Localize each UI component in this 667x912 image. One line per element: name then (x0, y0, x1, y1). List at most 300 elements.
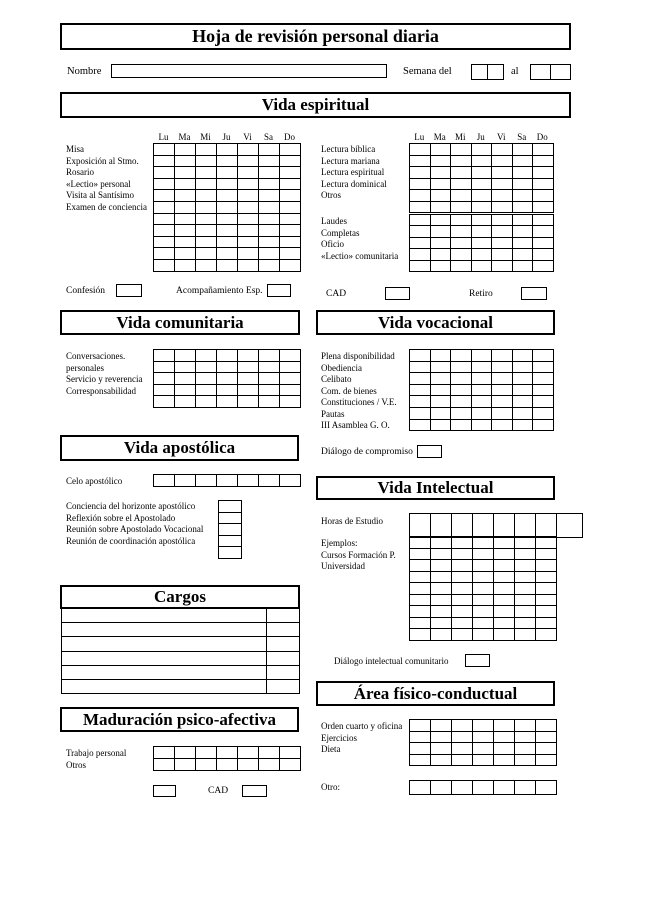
grid-cell[interactable] (431, 537, 452, 549)
grid-cell[interactable] (154, 144, 175, 156)
grid-cell[interactable] (410, 629, 431, 641)
grid-cell[interactable] (492, 396, 513, 408)
grid-cell[interactable] (175, 213, 196, 225)
grid-cell[interactable] (533, 396, 554, 408)
grid-cell[interactable] (494, 606, 515, 618)
grid-cell[interactable] (196, 259, 217, 271)
grid-cell[interactable] (280, 190, 301, 202)
grid-cell[interactable] (175, 259, 196, 271)
grid-cell[interactable] (154, 213, 175, 225)
grid-cell[interactable] (196, 225, 217, 237)
grid-cell[interactable] (451, 260, 472, 271)
grid-cell[interactable] (196, 178, 217, 190)
vocacional-grid[interactable] (409, 349, 554, 431)
grid-cell[interactable] (410, 396, 431, 408)
grid-cell[interactable] (196, 350, 217, 362)
grid-cell[interactable] (280, 747, 301, 759)
grid-cell[interactable] (452, 548, 473, 560)
grid-cell[interactable] (217, 201, 238, 213)
grid-cell[interactable] (533, 384, 554, 396)
otro-grid[interactable] (409, 780, 557, 795)
grid-cell[interactable] (451, 237, 472, 248)
grid-cell[interactable] (452, 754, 473, 766)
grid-cell[interactable] (410, 260, 431, 271)
grid-cell[interactable] (280, 178, 301, 190)
grid-cell[interactable] (217, 144, 238, 156)
grid-cell[interactable] (430, 144, 451, 156)
grid-cell[interactable] (533, 419, 554, 431)
grid-cell[interactable] (196, 155, 217, 167)
grid-cell[interactable] (410, 720, 431, 732)
grid-cell[interactable] (492, 226, 513, 237)
grid-cell[interactable] (533, 144, 554, 156)
grid-cell[interactable] (533, 178, 554, 190)
grid-cell[interactable] (431, 560, 452, 572)
grid-cell[interactable] (473, 606, 494, 618)
grid-cell[interactable] (280, 201, 301, 213)
grid-cell[interactable] (451, 419, 472, 431)
grid-cell[interactable] (471, 407, 492, 419)
grid-cell[interactable] (451, 178, 472, 190)
grid-cell[interactable] (259, 167, 280, 179)
grid-cell[interactable] (154, 225, 175, 237)
psico-cad-box[interactable] (242, 785, 267, 797)
grid-cell[interactable] (452, 629, 473, 641)
grid-cell[interactable] (494, 731, 515, 743)
grid-cell[interactable] (451, 226, 472, 237)
grid-cell[interactable] (196, 361, 217, 373)
grid-cell[interactable] (492, 190, 513, 202)
grid-cell[interactable] (219, 524, 242, 536)
grid-cell[interactable] (431, 583, 452, 595)
grid-cell[interactable] (238, 361, 259, 373)
grid-cell[interactable] (430, 373, 451, 385)
grid-cell[interactable] (410, 226, 431, 237)
grid-cell[interactable] (451, 396, 472, 408)
grid-cell[interactable] (512, 201, 533, 213)
grid-cell[interactable] (410, 167, 431, 179)
grid-cell[interactable] (217, 248, 238, 260)
grid-cell[interactable] (217, 396, 238, 408)
grid-cell[interactable] (430, 226, 451, 237)
grid-cell[interactable] (515, 720, 536, 732)
grid-cell[interactable] (175, 201, 196, 213)
grid-cell[interactable] (471, 155, 492, 167)
grid-cell[interactable] (410, 731, 431, 743)
grid-cell[interactable] (431, 731, 452, 743)
dialogo-compromiso-box[interactable] (417, 445, 442, 458)
grid-cell[interactable] (259, 350, 280, 362)
grid-cell[interactable] (238, 167, 259, 179)
grid-cell[interactable] (238, 155, 259, 167)
grid-cell[interactable] (410, 249, 431, 260)
grid-cell[interactable] (452, 571, 473, 583)
grid-cell[interactable] (492, 361, 513, 373)
grid-cell[interactable] (471, 350, 492, 362)
grid-cell[interactable] (280, 213, 301, 225)
grid-cell[interactable] (259, 759, 280, 771)
grid-cell[interactable] (217, 361, 238, 373)
grid-cell[interactable] (533, 215, 554, 226)
grid-cell[interactable] (280, 144, 301, 156)
grid-cell[interactable] (430, 201, 451, 213)
grid-cell[interactable] (533, 249, 554, 260)
grid-cell[interactable] (175, 475, 196, 487)
week-start-field[interactable] (471, 64, 504, 80)
grid-cell[interactable] (410, 571, 431, 583)
grid-cell[interactable] (452, 743, 473, 755)
grid-cell[interactable] (259, 747, 280, 759)
grid-cell[interactable] (512, 249, 533, 260)
grid-cell[interactable] (471, 361, 492, 373)
grid-cell[interactable] (410, 743, 431, 755)
grid-cell[interactable] (452, 606, 473, 618)
intelectual-grid[interactable] (409, 536, 557, 641)
grid-cell[interactable] (430, 260, 451, 271)
grid-cell[interactable] (430, 407, 451, 419)
grid-cell[interactable] (452, 617, 473, 629)
grid-cell[interactable] (154, 236, 175, 248)
grid-cell[interactable] (533, 155, 554, 167)
grid-cell[interactable] (473, 583, 494, 595)
grid-cell[interactable] (471, 237, 492, 248)
grid-cell[interactable] (492, 373, 513, 385)
grid-cell[interactable] (452, 594, 473, 606)
grid-cell[interactable] (512, 373, 533, 385)
grid-cell[interactable] (154, 155, 175, 167)
grid-cell[interactable] (473, 548, 494, 560)
grid-cell[interactable] (238, 396, 259, 408)
grid-cell[interactable] (533, 361, 554, 373)
grid-cell[interactable] (451, 373, 472, 385)
grid-cell[interactable] (430, 155, 451, 167)
grid-cell[interactable] (238, 248, 259, 260)
dialogo-intelectual-box[interactable] (465, 654, 490, 667)
grid-cell[interactable] (175, 236, 196, 248)
grid-cell[interactable] (473, 781, 494, 795)
grid-cell[interactable] (259, 178, 280, 190)
grid-cell[interactable] (410, 419, 431, 431)
grid-cell[interactable] (492, 237, 513, 248)
grid-cell[interactable] (533, 260, 554, 271)
grid-cell[interactable] (196, 144, 217, 156)
grid-cell[interactable] (473, 629, 494, 641)
grid-cell[interactable] (515, 560, 536, 572)
grid-cell[interactable] (175, 225, 196, 237)
grid-cell[interactable] (512, 396, 533, 408)
grid-cell[interactable] (175, 759, 196, 771)
grid-cell[interactable] (473, 720, 494, 732)
grid-cell[interactable] (452, 560, 473, 572)
grid-cell[interactable] (494, 617, 515, 629)
grid-cell[interactable] (280, 759, 301, 771)
grid-cell[interactable] (196, 747, 217, 759)
grid-cell[interactable] (154, 259, 175, 271)
grid-cell[interactable] (410, 606, 431, 618)
grid-cell[interactable] (217, 747, 238, 759)
grid-cell[interactable] (259, 475, 280, 487)
grid-cell[interactable] (452, 583, 473, 595)
grid-cell[interactable] (238, 759, 259, 771)
grid-cell[interactable] (280, 350, 301, 362)
grid-cell[interactable] (154, 747, 175, 759)
grid-cell[interactable] (410, 237, 431, 248)
grid-cell[interactable] (536, 629, 557, 641)
grid-cell[interactable] (410, 537, 431, 549)
grid-cell[interactable] (154, 373, 175, 385)
grid-cell[interactable] (451, 384, 472, 396)
grid-cell[interactable] (431, 720, 452, 732)
grid-cell[interactable] (280, 225, 301, 237)
celo-grid[interactable] (153, 474, 301, 487)
grid-cell[interactable] (238, 178, 259, 190)
grid-cell[interactable] (280, 384, 301, 396)
grid-cell[interactable] (451, 190, 472, 202)
grid-cell[interactable] (471, 396, 492, 408)
grid-cell[interactable] (471, 384, 492, 396)
apostolica-grid[interactable] (218, 500, 242, 559)
grid-cell[interactable] (492, 215, 513, 226)
grid-cell[interactable] (431, 594, 452, 606)
grid-cell[interactable] (492, 407, 513, 419)
grid-cell[interactable] (196, 213, 217, 225)
grid-cell[interactable] (512, 167, 533, 179)
grid-cell[interactable] (430, 249, 451, 260)
grid-cell[interactable] (494, 560, 515, 572)
grid-cell[interactable] (451, 167, 472, 179)
grid-cell[interactable] (154, 167, 175, 179)
grid-cell[interactable] (494, 583, 515, 595)
grid-cell[interactable] (471, 373, 492, 385)
grid-cell[interactable] (154, 190, 175, 202)
grid-cell[interactable] (154, 201, 175, 213)
grid-cell[interactable] (431, 571, 452, 583)
grid-cell[interactable] (473, 594, 494, 606)
grid-cell[interactable] (473, 537, 494, 549)
grid-cell[interactable] (431, 548, 452, 560)
grid-cell[interactable] (512, 350, 533, 362)
grid-cell[interactable] (471, 419, 492, 431)
grid-cell[interactable] (536, 754, 557, 766)
grid-cell[interactable] (452, 537, 473, 549)
grid-cell[interactable] (175, 248, 196, 260)
grid-cell[interactable] (259, 225, 280, 237)
grid-cell[interactable] (492, 249, 513, 260)
grid-cell[interactable] (451, 215, 472, 226)
grid-cell[interactable] (494, 754, 515, 766)
espiritual-right-grid-b[interactable] (409, 214, 554, 272)
grid-cell[interactable] (217, 178, 238, 190)
grid-cell[interactable] (536, 583, 557, 595)
grid-cell[interactable] (280, 361, 301, 373)
grid-cell[interactable] (512, 361, 533, 373)
grid-cell[interactable] (238, 350, 259, 362)
grid-cell[interactable] (515, 548, 536, 560)
psico-box-1[interactable] (153, 785, 176, 797)
grid-cell[interactable] (512, 155, 533, 167)
grid-cell[interactable] (280, 167, 301, 179)
grid-cell[interactable] (512, 215, 533, 226)
grid-cell[interactable] (515, 606, 536, 618)
grid-cell[interactable] (452, 781, 473, 795)
retiro-box[interactable] (521, 287, 547, 300)
grid-cell[interactable] (515, 629, 536, 641)
horas-estudio-grid[interactable] (409, 513, 583, 538)
grid-cell[interactable] (473, 560, 494, 572)
grid-cell[interactable] (238, 144, 259, 156)
comunitaria-grid[interactable] (153, 349, 301, 408)
grid-cell[interactable] (238, 747, 259, 759)
grid-cell[interactable] (238, 236, 259, 248)
grid-cell[interactable] (515, 594, 536, 606)
grid-cell[interactable] (512, 260, 533, 271)
grid-cell[interactable] (473, 617, 494, 629)
grid-cell[interactable] (410, 407, 431, 419)
grid-cell[interactable] (259, 373, 280, 385)
grid-cell[interactable] (471, 249, 492, 260)
grid-cell[interactable] (196, 384, 217, 396)
grid-cell[interactable] (175, 144, 196, 156)
grid-cell[interactable] (154, 759, 175, 771)
grid-cell[interactable] (259, 259, 280, 271)
grid-cell[interactable] (452, 720, 473, 732)
grid-cell[interactable] (175, 373, 196, 385)
grid-cell[interactable] (410, 361, 431, 373)
grid-cell[interactable] (280, 396, 301, 408)
grid-cell[interactable] (533, 350, 554, 362)
grid-cell[interactable] (430, 167, 451, 179)
grid-cell[interactable] (259, 248, 280, 260)
grid-cell[interactable] (410, 373, 431, 385)
grid-cell[interactable] (492, 350, 513, 362)
grid-cell[interactable] (536, 571, 557, 583)
grid-cell[interactable] (175, 396, 196, 408)
grid-cell[interactable] (494, 629, 515, 641)
grid-cell[interactable] (430, 215, 451, 226)
grid-cell[interactable] (410, 190, 431, 202)
grid-cell[interactable] (430, 190, 451, 202)
grid-cell[interactable] (515, 583, 536, 595)
grid-cell[interactable] (175, 361, 196, 373)
grid-cell[interactable] (154, 396, 175, 408)
grid-cell[interactable] (430, 350, 451, 362)
grid-cell[interactable] (196, 759, 217, 771)
fisico-grid[interactable] (409, 719, 557, 766)
grid-cell[interactable] (451, 201, 472, 213)
grid-cell[interactable] (533, 167, 554, 179)
grid-cell[interactable] (533, 190, 554, 202)
grid-cell[interactable] (430, 396, 451, 408)
grid-cell[interactable] (430, 384, 451, 396)
grid-cell[interactable] (536, 537, 557, 549)
grid-cell[interactable] (471, 201, 492, 213)
grid-cell[interactable] (410, 548, 431, 560)
grid-cell[interactable] (238, 475, 259, 487)
grid-cell[interactable] (512, 226, 533, 237)
grid-cell[interactable] (410, 201, 431, 213)
grid-cell[interactable] (217, 167, 238, 179)
grid-cell[interactable] (175, 384, 196, 396)
grid-cell[interactable] (515, 571, 536, 583)
grid-cell[interactable] (536, 617, 557, 629)
grid-cell[interactable] (471, 178, 492, 190)
grid-cell[interactable] (280, 248, 301, 260)
grid-cell[interactable] (515, 781, 536, 795)
grid-cell[interactable] (492, 144, 513, 156)
grid-cell[interactable] (515, 754, 536, 766)
grid-cell[interactable] (430, 237, 451, 248)
grid-cell[interactable] (536, 548, 557, 560)
grid-cell[interactable] (494, 720, 515, 732)
grid-cell[interactable] (219, 547, 242, 559)
grid-cell[interactable] (473, 743, 494, 755)
grid-cell[interactable] (430, 361, 451, 373)
grid-cell[interactable] (154, 475, 175, 487)
grid-cell[interactable] (431, 629, 452, 641)
grid-cell[interactable] (471, 226, 492, 237)
grid-cell[interactable] (494, 781, 515, 795)
grid-cell[interactable] (259, 213, 280, 225)
grid-cell[interactable] (259, 236, 280, 248)
grid-cell[interactable] (217, 190, 238, 202)
grid-cell[interactable] (492, 178, 513, 190)
grid-cell[interactable] (259, 361, 280, 373)
grid-cell[interactable] (217, 384, 238, 396)
grid-cell[interactable] (515, 743, 536, 755)
grid-cell[interactable] (217, 213, 238, 225)
grid-cell[interactable] (175, 190, 196, 202)
grid-cell[interactable] (217, 759, 238, 771)
grid-cell[interactable] (259, 201, 280, 213)
grid-cell[interactable] (494, 571, 515, 583)
grid-cell[interactable] (175, 350, 196, 362)
grid-cell[interactable] (280, 155, 301, 167)
grid-cell[interactable] (238, 373, 259, 385)
grid-cell[interactable] (492, 384, 513, 396)
grid-cell[interactable] (175, 167, 196, 179)
grid-cell[interactable] (536, 781, 557, 795)
grid-cell[interactable] (410, 560, 431, 572)
grid-cell[interactable] (473, 731, 494, 743)
grid-cell[interactable] (536, 731, 557, 743)
grid-cell[interactable] (259, 144, 280, 156)
grid-cell[interactable] (494, 743, 515, 755)
grid-cell[interactable] (451, 350, 472, 362)
cad-box[interactable] (385, 287, 410, 300)
grid-cell[interactable] (280, 236, 301, 248)
grid-cell[interactable] (238, 225, 259, 237)
grid-cell[interactable] (175, 747, 196, 759)
grid-cell[interactable] (431, 606, 452, 618)
grid-cell[interactable] (217, 350, 238, 362)
grid-cell[interactable] (431, 743, 452, 755)
grid-cell[interactable] (238, 201, 259, 213)
acompanamiento-box[interactable] (267, 284, 291, 297)
grid-cell[interactable] (259, 396, 280, 408)
grid-cell[interactable] (471, 144, 492, 156)
confesion-box[interactable] (116, 284, 142, 297)
cargos-table[interactable] (61, 608, 300, 694)
grid-cell[interactable] (471, 167, 492, 179)
grid-cell[interactable] (217, 259, 238, 271)
grid-cell[interactable] (280, 475, 301, 487)
grid-cell[interactable] (515, 617, 536, 629)
grid-cell[interactable] (217, 475, 238, 487)
grid-cell[interactable] (410, 594, 431, 606)
grid-cell[interactable] (280, 259, 301, 271)
grid-cell[interactable] (492, 419, 513, 431)
espiritual-left-grid[interactable] (153, 143, 301, 272)
